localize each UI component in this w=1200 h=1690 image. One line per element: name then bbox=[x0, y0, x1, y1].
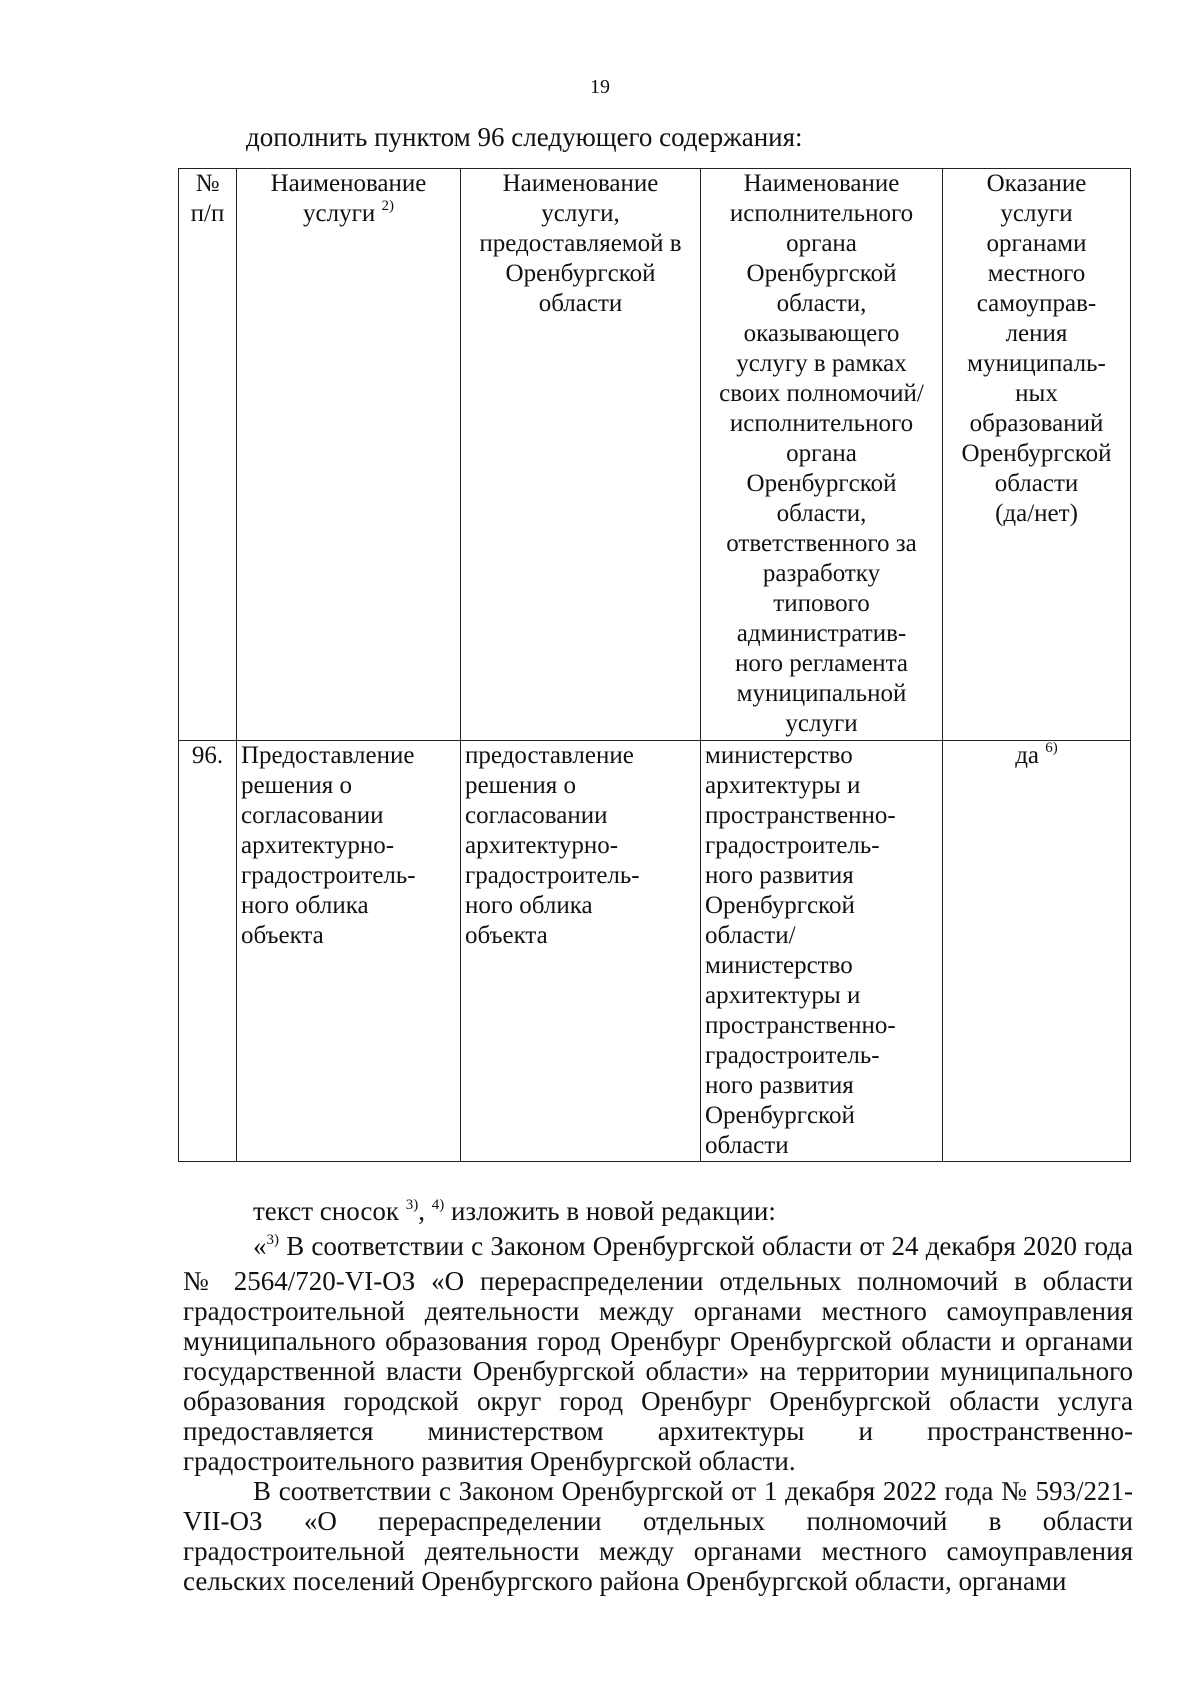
header-number: № п/п bbox=[179, 169, 237, 741]
header-executive-body: Наименование исполнительного органа Оренбургской области, оказывающего услугу в рамках своих полномочий/ исполнительного органа Оренбургской области, ответственного за разработку типового административ- ного регламента муниципальной услуги bbox=[701, 169, 943, 741]
cell-number: 96. bbox=[179, 741, 237, 1162]
header-local-government: Оказание услуги органами местного самоуправ- ления муниципаль- ных образований Оренбургской области (да/нет) bbox=[943, 169, 1131, 741]
footnotes-intro: текст сносок $^{3)}$, $^{4)}$ изложить в новой редакции: bbox=[253, 1196, 776, 1226]
table-row bbox=[179, 741, 1131, 1162]
header-service-name: Наименование услуги $^{2)}$ bbox=[237, 169, 461, 741]
footnotes-text bbox=[183, 1196, 1133, 1596]
intro-text: дополнить пунктом 96 следующего содержания: bbox=[246, 122, 803, 152]
cell-local-government: да $^{6)}$ bbox=[943, 741, 1131, 1162]
page-number: 19 bbox=[590, 76, 610, 98]
cell-executive-body: министерство архитектуры и пространственно- градостроитель- ного развития Оренбургской области/ министерство архитектуры и пространственно- градостроитель- ного развития Оренбургской области bbox=[701, 741, 943, 1162]
services-table bbox=[178, 168, 1131, 1162]
header-service-regional: Наименование услуги, предоставляемой в Оренбургской области bbox=[461, 169, 701, 741]
table-header-row bbox=[179, 169, 1131, 741]
footnote-3-paragraph-2: В соответствии с Законом Оренбургской от 1 декабря 2022 года № 593/221-VII-ОЗ «О перераспределении отдельных полномочий в области градостроительной деятельности между органами местного самоуправления сельских поселений Оренбургского района Оренбургской области, органами bbox=[183, 1476, 1133, 1596]
footnote-ref-2: 2) bbox=[381, 198, 394, 214]
footnote-ref-6: 6) bbox=[1045, 740, 1058, 756]
cell-service-regional: предоставление решения о согласовании архитектурно- градостроитель- ного облика объекта bbox=[461, 741, 701, 1162]
cell-service-name: Предоставление решения о согласовании архитектурно- градостроитель- ного облика объекта bbox=[237, 741, 461, 1162]
footnote-3-paragraph: «$^{3)}$ В соответствии с Законом Оренбургской области от 24 декабря 2020 года № 2564/720-VI-ОЗ «О перераспределении отдельных полномочий в области градостроительной деятельности между органами местного самоуправления муниципального образования город Оренбург Оренбургской области и органами государственной власти Оренбургской области» на территории муниципального образования городской округ город Оренбург Оренбургской области услуга предоставляется министерством архитектуры и пространственно-градостроительного развития Оренбургской области. bbox=[183, 1231, 1133, 1476]
